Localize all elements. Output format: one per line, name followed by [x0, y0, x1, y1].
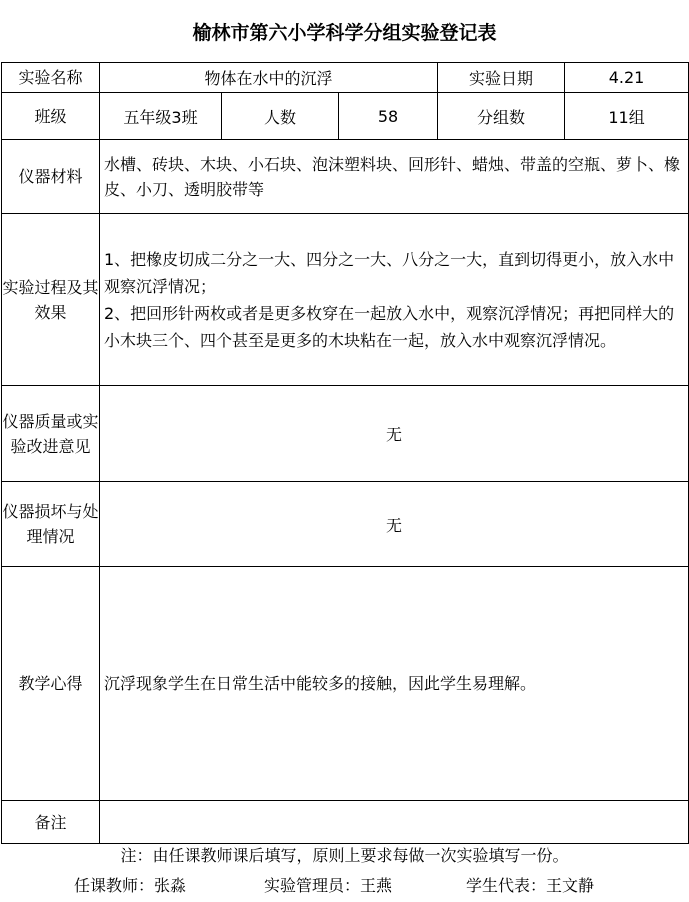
experiment-date-value[interactable]: 4.21 [565, 63, 689, 93]
manager-signature: 实验管理员：王燕 [264, 876, 393, 895]
footer-note: 注：由任课教师课后填写，原则上要求每做一次实验填写一份。 [120, 846, 569, 865]
teacher-signature: 任课教师：张淼 [74, 876, 187, 895]
process-label: 实验过程及其效果 [2, 214, 100, 386]
row-quality [2, 386, 689, 482]
experiment-name-label: 实验名称 [2, 63, 100, 93]
student-representative: 学生代表：王文静 [466, 876, 595, 895]
row-process [2, 214, 689, 386]
row-experiment-name [2, 63, 689, 93]
damage-value[interactable]: 无 [100, 482, 689, 567]
row-reflection [2, 567, 689, 801]
class-label: 班级 [2, 93, 100, 140]
quality-label: 仪器质量或实验改进意见 [2, 386, 100, 482]
experiment-register-table [1, 62, 689, 844]
experiment-name-value[interactable]: 物体在水中的沉浮 [100, 63, 438, 93]
class-value[interactable]: 五年级3班 [100, 93, 222, 140]
process-step-2: 2、把回形针两枚或者是更多枚穿在一起放入水中，观察沉浮情况；再把同样大的小木块三个、四个甚至是更多的木块粘在一起，放入水中观察沉浮情况。 [104, 303, 675, 350]
row-remarks [2, 801, 689, 844]
quality-value[interactable]: 无 [100, 386, 689, 482]
damage-label: 仪器损坏与处理情况 [2, 482, 100, 567]
student-count-value[interactable]: 58 [339, 93, 438, 140]
reflection-value[interactable]: 沉浮现象学生在日常生活中能较多的接触，因此学生易理解。 [100, 567, 689, 801]
group-count-value[interactable]: 11组 [565, 93, 689, 140]
materials-label: 仪器材料 [2, 140, 100, 214]
remarks-value[interactable] [100, 801, 689, 844]
row-damage [2, 482, 689, 567]
form-title: 榆林市第六小学科学分组实验登记表 [192, 21, 497, 44]
reflection-label: 教学心得 [2, 567, 100, 801]
process-step-1: 1、把橡皮切成二分之一大、四分之一大、八分之一大，直到切得更小，放入水中观察沉浮情况； [104, 249, 675, 296]
row-class-info [2, 93, 689, 140]
group-count-label: 分组数 [438, 93, 565, 140]
experiment-date-label: 实验日期 [438, 63, 565, 93]
row-materials [2, 140, 689, 214]
student-count-label: 人数 [222, 93, 339, 140]
materials-value[interactable]: 水槽、砖块、木块、小石块、泡沫塑料块、回形针、蜡烛、带盖的空瓶、萝卜、橡皮、小刀、透明胶带等 [100, 140, 689, 214]
remarks-label: 备注 [2, 801, 100, 844]
process-value[interactable] [100, 214, 689, 386]
